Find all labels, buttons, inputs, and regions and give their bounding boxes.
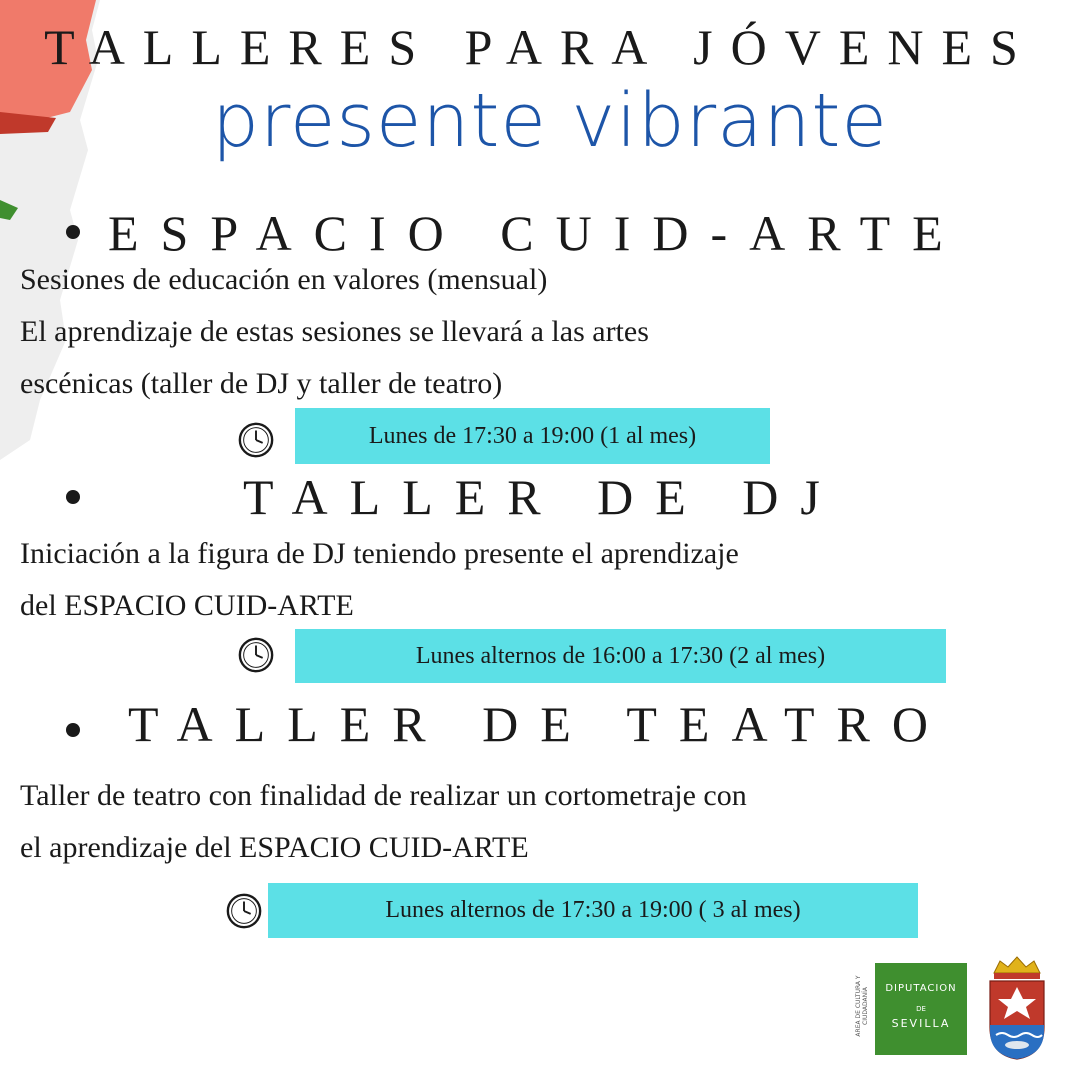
bullet-icon	[66, 723, 80, 737]
clock-icon	[237, 636, 275, 674]
description-line: escénicas (taller de DJ y taller de teatro)	[20, 367, 503, 400]
section-description-teatro	[20, 770, 747, 874]
page-title: TALLERES PARA JÓVENES	[44, 19, 1036, 75]
section-heading-dj: TALLER DE DJ	[243, 469, 842, 525]
schedule-badge-dj: Lunes alternos de 16:00 a 17:30 (2 al mes)	[295, 629, 946, 683]
logo-text-top: DIPUTACION	[885, 983, 957, 994]
description-line: el aprendizaje del ESPACIO CUID-ARTE	[20, 831, 529, 864]
description-line: Sesiones de educación en valores (mensual)	[20, 263, 548, 296]
description-line: Taller de teatro con finalidad de realizar un cortometraje con	[20, 779, 747, 812]
section-heading-teatro: TALLER DE TEATRO	[128, 696, 951, 752]
clock-icon	[225, 892, 263, 930]
description-line: Iniciación a la figura de DJ teniendo presente el aprendizaje	[20, 537, 739, 570]
schedule-badge-teatro: Lunes alternos de 17:30 a 19:00 ( 3 al mes)	[268, 883, 918, 938]
schedule-badge-espacio: Lunes de 17:30 a 19:00 (1 al mes)	[295, 408, 770, 464]
section-description-espacio	[20, 254, 649, 410]
logo-text-bottom: SEVILLA	[891, 1017, 951, 1030]
coat-of-arms-icon	[986, 955, 1048, 1060]
description-line: del ESPACIO CUID-ARTE	[20, 589, 354, 622]
page-subtitle: presente vibrante	[212, 78, 888, 164]
diputacion-sevilla-logo	[855, 963, 967, 1055]
logo-side-text: ÁREA DE CULTURA Y CIUDADANÍA	[855, 975, 869, 1037]
section-heading-espacio: ESPACIO CUID-ARTE	[108, 205, 965, 261]
bullet-icon	[66, 225, 80, 239]
description-line: El aprendizaje de estas sesiones se llevará a las artes	[20, 315, 649, 348]
bullet-icon	[66, 490, 80, 504]
section-description-dj	[20, 528, 739, 632]
logo-text-de: DE	[916, 1005, 926, 1013]
clock-icon	[237, 421, 275, 459]
